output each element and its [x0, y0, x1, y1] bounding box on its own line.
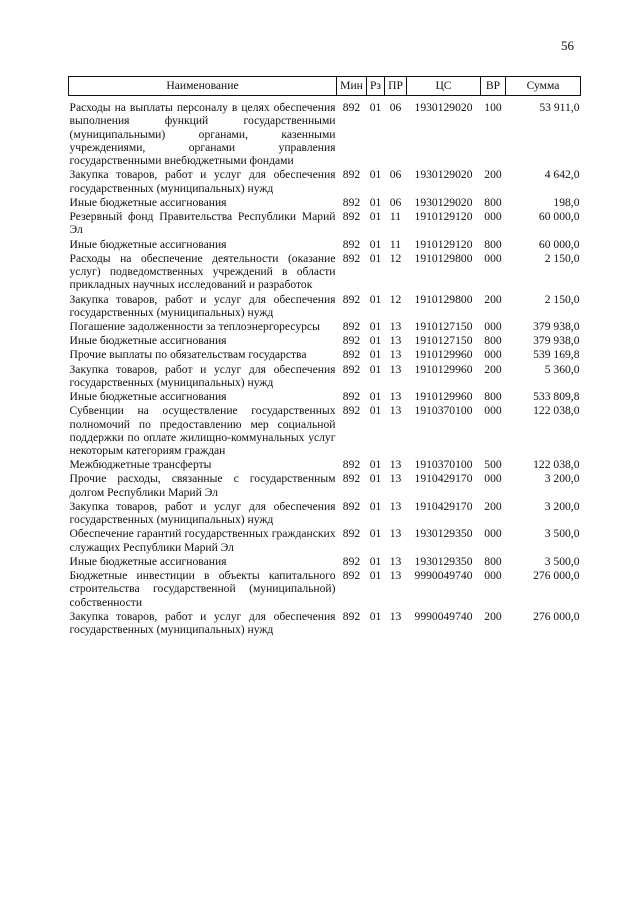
header-sum: Сумма — [506, 77, 581, 96]
cell-cs: 9990049740 — [414, 569, 473, 583]
cell-vr: 200 — [484, 362, 502, 376]
cell-name: Субвенции на осуществление государственных полномочий по предоставлению мер социальной поддержки по оплате жилищно-коммунальных услуг некоторым категориям граждан — [69, 404, 336, 458]
header-cs: ЦС — [407, 77, 481, 96]
cell-pr: 13 — [389, 609, 402, 623]
cell-cs: 1930129020 — [414, 195, 473, 209]
table-body — [69, 96, 581, 638]
table-row — [69, 569, 581, 610]
cell-vr: 000 — [484, 569, 502, 583]
table-row — [69, 555, 581, 569]
table-row — [69, 168, 581, 195]
cell-cs: 1910127150 — [414, 334, 473, 348]
cell-cs: 1910129800 — [414, 292, 473, 306]
header-vr: ВР — [481, 77, 506, 96]
cell-rz: 01 — [369, 458, 382, 472]
cell-pr: 13 — [389, 472, 402, 486]
cell-sum: 198,0 — [553, 195, 580, 209]
cell-min: 892 — [342, 472, 361, 486]
cell-sum: 379 938,0 — [533, 334, 580, 348]
cell-sum: 53 911,0 — [539, 101, 580, 114]
cell-pr: 12 — [389, 292, 402, 306]
table-row — [69, 390, 581, 404]
cell-pr: 13 — [389, 554, 402, 568]
cell-min: 892 — [342, 237, 361, 251]
table-row — [69, 96, 581, 169]
cell-name: Иные бюджетные ассигнования — [69, 237, 227, 251]
cell-vr: 000 — [484, 472, 502, 486]
cell-vr: 200 — [484, 292, 502, 306]
header-rz: Рз — [367, 77, 385, 96]
cell-cs: 1910370100 — [414, 404, 473, 418]
cell-sum: 2 150,0 — [544, 292, 580, 306]
cell-vr: 500 — [484, 458, 502, 472]
cell-pr: 13 — [389, 458, 402, 472]
header-min: Мин — [337, 77, 367, 96]
cell-pr: 13 — [389, 569, 402, 583]
cell-vr: 000 — [484, 251, 502, 265]
cell-rz: 01 — [369, 554, 382, 568]
table-row — [69, 293, 581, 320]
cell-rz: 01 — [369, 569, 382, 583]
cell-vr: 800 — [484, 237, 502, 251]
cell-min: 892 — [342, 101, 361, 114]
cell-rz: 01 — [369, 527, 382, 541]
cell-rz: 01 — [369, 210, 382, 224]
cell-pr: 06 — [389, 168, 402, 182]
table-row — [69, 196, 581, 210]
cell-rz: 01 — [369, 251, 382, 265]
table-row — [69, 210, 581, 237]
cell-name: Межбюджетные трансферты — [69, 458, 212, 472]
cell-name: Закупка товаров, работ и услуг для обеспечения государственных (муниципальных) нужд — [69, 609, 336, 637]
table-row — [69, 348, 581, 362]
cell-pr: 13 — [389, 404, 402, 418]
cell-sum: 276 000,0 — [533, 609, 580, 623]
cell-rz: 01 — [369, 499, 382, 513]
cell-pr: 06 — [389, 195, 402, 209]
cell-min: 892 — [342, 168, 361, 182]
cell-vr: 800 — [484, 390, 502, 404]
cell-sum: 122 038,0 — [533, 458, 580, 472]
cell-vr: 800 — [484, 195, 502, 209]
table-row — [69, 238, 581, 252]
cell-rz: 01 — [369, 404, 382, 418]
cell-sum: 60 000,0 — [538, 237, 580, 251]
cell-min: 892 — [342, 362, 361, 376]
cell-vr: 800 — [484, 554, 502, 568]
cell-vr: 000 — [484, 319, 502, 333]
cell-vr: 100 — [484, 101, 502, 114]
cell-min: 892 — [342, 319, 361, 333]
budget-table — [68, 76, 581, 637]
cell-vr: 200 — [484, 499, 502, 513]
cell-pr: 13 — [389, 362, 402, 376]
cell-cs: 1930129350 — [414, 527, 473, 541]
cell-name: Закупка товаров, работ и услуг для обеспечения государственных (муниципальных) нужд — [69, 499, 336, 527]
cell-pr: 13 — [389, 334, 402, 348]
cell-name: Иные бюджетные ассигнования — [69, 554, 227, 568]
cell-sum: 2 150,0 — [544, 251, 580, 265]
cell-cs: 1910129120 — [414, 237, 473, 251]
cell-pr: 06 — [389, 101, 402, 114]
cell-cs: 1910129960 — [414, 390, 473, 404]
cell-cs: 1910429170 — [414, 472, 473, 486]
table-row — [69, 527, 581, 554]
cell-cs: 1910129120 — [414, 210, 473, 224]
cell-name: Обеспечение гарантий государственных гражданских служащих Республики Марий Эл — [69, 527, 336, 554]
header-pr: ПР — [385, 77, 407, 96]
cell-rz: 01 — [369, 334, 382, 348]
cell-min: 892 — [342, 404, 361, 418]
cell-name: Закупка товаров, работ и услуг для обеспечения государственных (муниципальных) нужд — [69, 292, 336, 319]
table-header — [69, 77, 581, 96]
cell-name: Закупка товаров, работ и услуг для обеспечения государственных (муниципальных) нужд — [69, 168, 336, 195]
cell-sum: 5 360,0 — [544, 362, 580, 376]
cell-name: Прочие выплаты по обязательствам государства — [69, 348, 307, 362]
page-number: 56 — [561, 38, 574, 53]
cell-rz: 01 — [369, 195, 382, 209]
cell-sum: 4 642,0 — [544, 168, 580, 182]
cell-pr: 12 — [389, 251, 402, 265]
cell-min: 892 — [342, 334, 361, 348]
cell-pr: 13 — [389, 319, 402, 333]
cell-sum: 3 500,0 — [544, 554, 580, 568]
cell-sum: 3 500,0 — [544, 527, 580, 541]
cell-cs: 1910127150 — [414, 319, 473, 333]
cell-rz: 01 — [369, 390, 382, 404]
cell-rz: 01 — [369, 292, 382, 306]
cell-min: 892 — [342, 609, 361, 623]
cell-name: Бюджетные инвестиции в объекты капитального строительства государственной (муниципальной) собственности — [69, 569, 336, 609]
cell-pr: 13 — [389, 499, 402, 513]
cell-cs: 1910129960 — [414, 362, 473, 376]
cell-vr: 000 — [484, 527, 502, 541]
table-row — [69, 363, 581, 390]
table-row — [69, 610, 581, 637]
table-row — [69, 320, 581, 334]
cell-rz: 01 — [369, 319, 382, 333]
cell-pr: 13 — [389, 527, 402, 541]
cell-pr: 13 — [389, 348, 402, 362]
cell-vr: 000 — [484, 210, 502, 224]
cell-cs: 1910370100 — [414, 458, 473, 472]
cell-sum: 539 169,8 — [533, 348, 580, 362]
cell-rz: 01 — [369, 348, 382, 362]
cell-sum: 379 938,0 — [533, 319, 580, 333]
cell-vr: 000 — [484, 404, 502, 418]
cell-min: 892 — [342, 390, 361, 404]
cell-cs: 9990049740 — [414, 609, 473, 623]
cell-sum: 122 038,0 — [533, 404, 580, 418]
cell-min: 892 — [342, 195, 361, 209]
cell-name: Расходы на выплаты персоналу в целях обеспечения выполнения функций государственными (муниципальными) органами, казенными учреждениями, органами управления государственными внебюджетными фондами — [69, 101, 336, 168]
cell-cs: 1910129960 — [414, 348, 473, 362]
table-row — [69, 500, 581, 527]
cell-cs: 1910429170 — [414, 499, 473, 513]
cell-name: Расходы на обеспечение деятельности (оказание услуг) подведомственных учреждений в области прикладных научных исследований и разработок — [69, 251, 336, 292]
cell-name: Иные бюджетные ассигнования — [69, 390, 227, 404]
header-row — [69, 77, 581, 96]
cell-min: 892 — [342, 210, 361, 224]
cell-vr: 800 — [484, 334, 502, 348]
table-row — [69, 404, 581, 458]
cell-sum: 3 200,0 — [544, 472, 580, 486]
cell-sum: 3 200,0 — [544, 499, 580, 513]
cell-min: 892 — [342, 569, 361, 583]
cell-rz: 01 — [369, 362, 382, 376]
cell-pr: 13 — [389, 390, 402, 404]
cell-rz: 01 — [369, 472, 382, 486]
cell-name: Прочие расходы, связанные с государственным долгом Республики Марий Эл — [69, 472, 336, 499]
cell-min: 892 — [342, 554, 361, 568]
cell-vr: 200 — [484, 609, 502, 623]
cell-min: 892 — [342, 251, 361, 265]
cell-name: Иные бюджетные ассигнования — [69, 334, 227, 348]
table-row — [69, 458, 581, 472]
cell-vr: 200 — [484, 168, 502, 182]
cell-min: 892 — [342, 499, 361, 513]
cell-cs: 1930129020 — [414, 168, 473, 182]
table-row — [69, 472, 581, 499]
cell-sum: 60 000,0 — [538, 210, 580, 224]
cell-name: Резервный фонд Правительства Республики Марий Эл — [69, 210, 336, 237]
cell-rz: 01 — [369, 609, 382, 623]
cell-name: Иные бюджетные ассигнования — [69, 195, 227, 209]
cell-rz: 01 — [369, 237, 382, 251]
cell-cs: 1910129800 — [414, 251, 473, 265]
cell-pr: 11 — [389, 210, 402, 224]
cell-min: 892 — [342, 292, 361, 306]
table-row — [69, 334, 581, 348]
cell-name: Погашение задолженности за теплоэнергоресурсы — [69, 319, 320, 333]
cell-sum: 533 809,8 — [533, 390, 580, 404]
cell-min: 892 — [342, 527, 361, 541]
header-name: Наименование — [69, 77, 337, 96]
cell-cs: 1930129350 — [414, 554, 473, 568]
cell-rz: 01 — [369, 101, 382, 114]
table-row — [69, 252, 581, 293]
cell-name: Закупка товаров, работ и услуг для обеспечения государственных (муниципальных) нужд — [69, 362, 336, 389]
cell-vr: 000 — [484, 348, 502, 362]
cell-cs: 1930129020 — [414, 101, 473, 114]
cell-min: 892 — [342, 348, 361, 362]
cell-rz: 01 — [369, 168, 382, 182]
cell-pr: 11 — [389, 237, 402, 251]
cell-min: 892 — [342, 458, 361, 472]
cell-sum: 276 000,0 — [533, 569, 580, 583]
